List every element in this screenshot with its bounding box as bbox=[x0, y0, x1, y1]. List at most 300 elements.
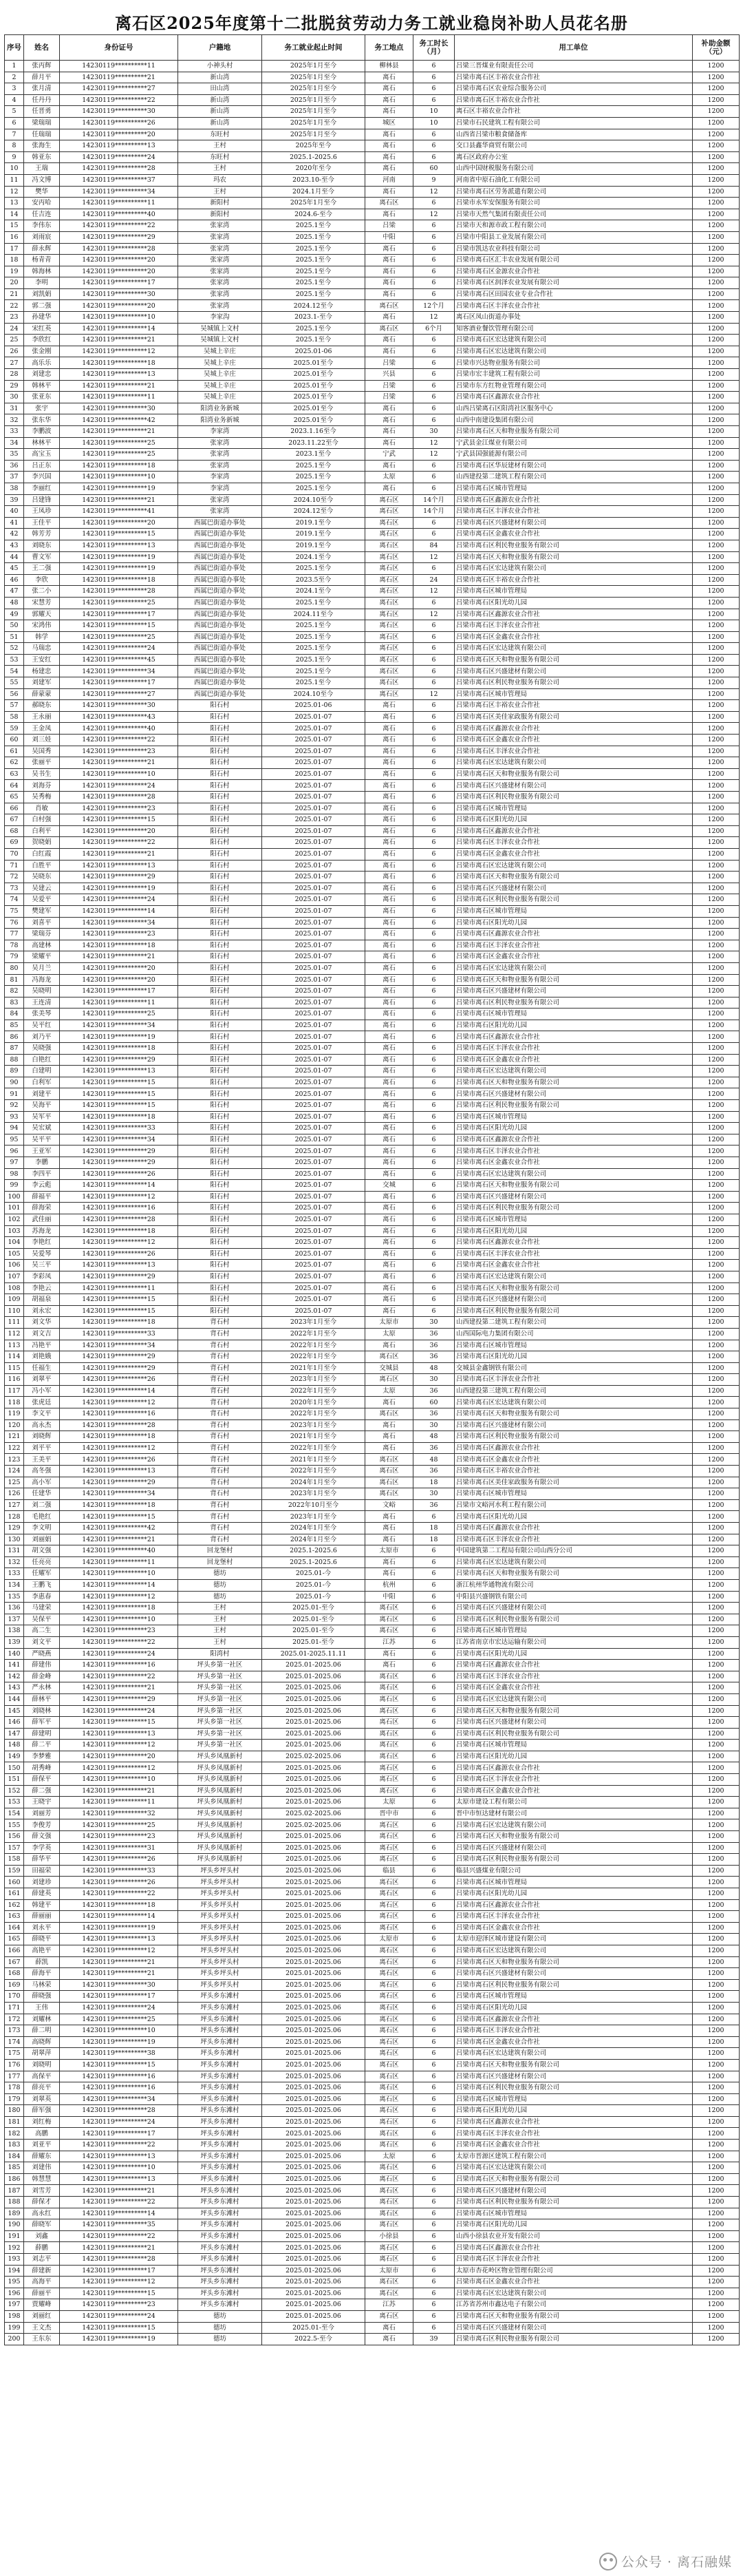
cell-household: 坪头乡东滩村 bbox=[178, 2002, 262, 2014]
cell-employer: 吕梁市离石区田园农业专业合作社 bbox=[455, 288, 693, 300]
cell-work-place: 离石区 bbox=[365, 609, 413, 620]
table-row bbox=[5, 255, 740, 266]
cell-employer: 吕梁市离石区天和物业服务有限公司 bbox=[455, 1408, 693, 1420]
table-row bbox=[5, 1877, 740, 1888]
cell-household: 坪头乡坪头村 bbox=[178, 1922, 262, 1934]
cell-subsidy: 1200 bbox=[693, 163, 740, 175]
cell-employer: 吕梁市离石区鑫源农业合作社 bbox=[455, 929, 693, 940]
cell-household: 西属巴街道办事处 bbox=[178, 677, 262, 689]
cell-index: 6 bbox=[5, 117, 24, 129]
cell-subsidy: 1200 bbox=[693, 1603, 740, 1614]
cell-subsidy: 1200 bbox=[693, 2254, 740, 2266]
cell-index: 8 bbox=[5, 140, 24, 152]
page-title: 离石区2025年度第十二批脱贫劳动力务工就业稳岗补助人员花名册 bbox=[115, 13, 628, 33]
table-row bbox=[5, 803, 740, 814]
cell-work-months: 12 bbox=[413, 449, 455, 461]
wechat-icon bbox=[599, 2553, 617, 2570]
cell-id-number: 14230119**********29 bbox=[60, 231, 178, 243]
cell-index: 118 bbox=[5, 1397, 24, 1408]
cell-index: 132 bbox=[5, 1556, 24, 1568]
cell-employer: 吕梁市离石区阳光幼儿园 bbox=[455, 597, 693, 609]
cell-household: 背石村 bbox=[178, 1466, 262, 1477]
cell-work-place: 离石 bbox=[365, 1248, 413, 1260]
cell-work-period: 2025.01-07 bbox=[262, 1088, 365, 1100]
cell-work-place: 离石区 bbox=[365, 688, 413, 700]
cell-work-place: 离石 bbox=[365, 414, 413, 426]
table-row bbox=[5, 1077, 740, 1088]
cell-work-place: 离石 bbox=[365, 209, 413, 220]
cell-name: 薛丽丽 bbox=[24, 1911, 60, 1923]
cell-id-number: 14230119**********18 bbox=[60, 1043, 178, 1055]
cell-subsidy: 1200 bbox=[693, 803, 740, 814]
cell-work-place: 离石 bbox=[365, 1260, 413, 1271]
cell-name: 刘雨宸 bbox=[24, 231, 60, 243]
cell-work-period: 2023年1月至今 bbox=[262, 1488, 365, 1500]
cell-work-period: 2025.01-今 bbox=[262, 1568, 365, 1580]
cell-work-period: 2025.01-06 bbox=[262, 700, 365, 712]
cell-work-place: 江苏 bbox=[365, 1636, 413, 1648]
cell-employer: 吕梁市离石区丰泽农业合作社 bbox=[455, 1911, 693, 1923]
cell-name: 高乐乐 bbox=[24, 357, 60, 369]
cell-name: 马林荣 bbox=[24, 1979, 60, 1991]
table-row bbox=[5, 380, 740, 392]
cell-work-place: 离石 bbox=[365, 780, 413, 792]
cell-household: 坪头乡第一社区 bbox=[178, 1660, 262, 1671]
cell-employer: 吕梁市离石区金鑫农业合作社 bbox=[455, 1785, 693, 1797]
cell-work-period: 2025.01-2025.06 bbox=[262, 1717, 365, 1729]
cell-name: 胡翠萍 bbox=[24, 2048, 60, 2060]
cell-work-place: 离石 bbox=[365, 1294, 413, 1306]
cell-subsidy: 1200 bbox=[693, 1934, 740, 1945]
cell-household: 王村 bbox=[178, 186, 262, 198]
cell-work-months: 6 bbox=[413, 1774, 455, 1786]
cell-index: 42 bbox=[5, 529, 24, 540]
cell-id-number: 14230119**********22 bbox=[60, 220, 178, 232]
table-row bbox=[5, 1922, 740, 1934]
table-row bbox=[5, 2288, 740, 2299]
cell-index: 128 bbox=[5, 1511, 24, 1523]
cell-id-number: 14230119**********30 bbox=[60, 700, 178, 712]
cell-index: 166 bbox=[5, 1945, 24, 1956]
cell-employer: 吕梁市离石区金鑫农业合作社 bbox=[455, 2036, 693, 2048]
cell-work-period: 2024年1月至今 bbox=[262, 1477, 365, 1488]
table-row bbox=[5, 1568, 740, 1580]
cell-employer: 吕梁市离石区天和物业服务有限公司 bbox=[455, 2059, 693, 2071]
cell-work-period: 2025年1月至今 bbox=[262, 61, 365, 72]
cell-subsidy: 1200 bbox=[693, 1808, 740, 1819]
cell-id-number: 14230119**********25 bbox=[60, 1819, 178, 1831]
cell-work-place: 离石区 bbox=[365, 2140, 413, 2151]
cell-household: 阳石村 bbox=[178, 1168, 262, 1180]
cell-work-months: 6 bbox=[413, 643, 455, 655]
cell-work-months: 6 bbox=[413, 597, 455, 609]
cell-employer: 宁武县国强能源有限公司 bbox=[455, 449, 693, 461]
cell-subsidy: 1200 bbox=[693, 1648, 740, 1660]
cell-work-months: 6 bbox=[413, 2071, 455, 2082]
cell-work-place: 离石 bbox=[365, 129, 413, 140]
cell-id-number: 14230119**********14 bbox=[60, 1579, 178, 1591]
cell-employer: 吕梁市离石区鑫源农业合作社 bbox=[455, 825, 693, 837]
table-row bbox=[5, 1499, 740, 1511]
cell-household: 阳石村 bbox=[178, 768, 262, 780]
cell-name: 韩慧慧 bbox=[24, 2173, 60, 2185]
cell-index: 146 bbox=[5, 1717, 24, 1729]
cell-id-number: 14230119**********19 bbox=[60, 883, 178, 894]
cell-name: 杨建忠 bbox=[24, 666, 60, 677]
cell-work-months: 48 bbox=[413, 1454, 455, 1466]
table-row bbox=[5, 1648, 740, 1660]
cell-employer: 吕梁市离石区利民物业服务有限公司 bbox=[455, 1203, 693, 1214]
cell-name: 刘建军 bbox=[24, 677, 60, 689]
cell-work-period: 2025.01-07 bbox=[262, 1168, 365, 1180]
cell-name: 张东华 bbox=[24, 414, 60, 426]
table-row bbox=[5, 1945, 740, 1956]
cell-household: 阳湾业务新城 bbox=[178, 414, 262, 426]
cell-name: 薛军平 bbox=[24, 1717, 60, 1729]
cell-household: 新阳村 bbox=[178, 198, 262, 209]
cell-index: 151 bbox=[5, 1774, 24, 1786]
cell-work-period: 2023.5至今 bbox=[262, 574, 365, 586]
cell-name: 张亚东 bbox=[24, 392, 60, 403]
table-row bbox=[5, 2025, 740, 2037]
cell-household: 吴城上辛庄 bbox=[178, 392, 262, 403]
cell-employer: 吕梁市离石区兴盛建材有限公司 bbox=[455, 2322, 693, 2334]
cell-id-number: 14230119**********14 bbox=[60, 1385, 178, 1397]
cell-work-period: 2022年1月至今 bbox=[262, 1328, 365, 1340]
cell-household: 阳石村 bbox=[178, 1203, 262, 1214]
cell-work-period: 2025.01-2025.06 bbox=[262, 2071, 365, 2082]
cell-work-period: 2025.01-至今 bbox=[262, 1625, 365, 1637]
cell-subsidy: 1200 bbox=[693, 2265, 740, 2277]
cell-work-period: 2025.1至今 bbox=[262, 220, 365, 232]
cell-employer: 吕梁市离石区阳光幼儿园 bbox=[455, 917, 693, 929]
cell-index: 100 bbox=[5, 1191, 24, 1203]
cell-id-number: 14230119**********34 bbox=[60, 2093, 178, 2105]
cell-id-number: 14230119**********20 bbox=[60, 1751, 178, 1762]
cell-work-place: 吕梁 bbox=[365, 357, 413, 369]
table-row bbox=[5, 1899, 740, 1911]
cell-subsidy: 1200 bbox=[693, 2334, 740, 2345]
cell-subsidy: 1200 bbox=[693, 426, 740, 438]
cell-household: 西属巴街道办事处 bbox=[178, 586, 262, 598]
cell-subsidy: 1200 bbox=[693, 1831, 740, 1843]
cell-work-period: 2024.10至今 bbox=[262, 688, 365, 700]
cell-work-place: 离石 bbox=[365, 1648, 413, 1660]
cell-household: 阳石村 bbox=[178, 746, 262, 757]
cell-employer: 山西建投第二建筑工程有限公司 bbox=[455, 472, 693, 483]
cell-household: 阳石村 bbox=[178, 894, 262, 906]
cell-household: 阳石村 bbox=[178, 711, 262, 723]
cell-household: 坪头乡第一社区 bbox=[178, 1682, 262, 1694]
cell-index: 22 bbox=[5, 300, 24, 312]
cell-id-number: 14230119**********16 bbox=[60, 2082, 178, 2094]
cell-index: 150 bbox=[5, 1762, 24, 1774]
cell-work-period: 2025.01-07 bbox=[262, 1180, 365, 1192]
cell-work-months: 6 bbox=[413, 2265, 455, 2277]
table-body bbox=[5, 61, 740, 2345]
cell-work-place: 离石区 bbox=[365, 2277, 413, 2288]
cell-name: 高建林 bbox=[24, 940, 60, 951]
cell-id-number: 14230119**********15 bbox=[60, 529, 178, 540]
cell-subsidy: 1200 bbox=[693, 323, 740, 335]
cell-employer: 吕梁市离石区天和物业服务有限公司 bbox=[455, 768, 693, 780]
cell-id-number: 14230119**********10 bbox=[60, 768, 178, 780]
cell-index: 194 bbox=[5, 2265, 24, 2277]
cell-name: 张金刚 bbox=[24, 346, 60, 357]
cell-subsidy: 1200 bbox=[693, 529, 740, 540]
cell-index: 172 bbox=[5, 2014, 24, 2025]
cell-work-place: 离石 bbox=[365, 872, 413, 883]
cell-id-number: 14230119**********13 bbox=[60, 2173, 178, 2185]
cell-household: 张家湾 bbox=[178, 243, 262, 255]
table-row bbox=[5, 117, 740, 129]
table-row bbox=[5, 1603, 740, 1614]
cell-work-period: 2023.10-至今 bbox=[262, 174, 365, 186]
table-row bbox=[5, 1831, 740, 1843]
cell-employer: 吕梁市离石区美佳家政服务有限公司 bbox=[455, 711, 693, 723]
cell-work-months: 6 bbox=[413, 2093, 455, 2105]
cell-index: 180 bbox=[5, 2105, 24, 2117]
cell-subsidy: 1200 bbox=[693, 1968, 740, 1980]
cell-work-months: 18 bbox=[413, 1534, 455, 1545]
cell-index: 81 bbox=[5, 974, 24, 986]
cell-index: 139 bbox=[5, 1636, 24, 1648]
cell-name: 高小军 bbox=[24, 1477, 60, 1488]
table-row bbox=[5, 1797, 740, 1808]
cell-household: 西属巴街道办事处 bbox=[178, 666, 262, 677]
cell-name: 刘建平 bbox=[24, 1088, 60, 1100]
cell-name: 刘丽红 bbox=[24, 2310, 60, 2322]
cell-work-months: 6 bbox=[413, 1237, 455, 1249]
cell-subsidy: 1200 bbox=[693, 540, 740, 551]
cell-subsidy: 1200 bbox=[693, 506, 740, 518]
table-row bbox=[5, 997, 740, 1009]
cell-name: 刘乃平 bbox=[24, 1031, 60, 1043]
cell-name: 任耀军 bbox=[24, 1568, 60, 1580]
cell-id-number: 14230119**********17 bbox=[60, 986, 178, 997]
cell-work-place: 离石区 bbox=[365, 1717, 413, 1729]
cell-employer: 交口县鑫华商贸有限公司 bbox=[455, 140, 693, 152]
cell-id-number: 14230119**********30 bbox=[60, 1979, 178, 1991]
cell-household: 坪头乡凤凰新村 bbox=[178, 1762, 262, 1774]
table-row bbox=[5, 940, 740, 951]
cell-work-place: 离石 bbox=[365, 700, 413, 712]
cell-subsidy: 1200 bbox=[693, 1877, 740, 1888]
cell-subsidy: 1200 bbox=[693, 1717, 740, 1729]
cell-household: 西属巴街道办事处 bbox=[178, 631, 262, 643]
cell-work-months: 6 bbox=[413, 620, 455, 632]
table-row bbox=[5, 1477, 740, 1488]
cell-id-number: 14230119**********24 bbox=[60, 894, 178, 906]
cell-work-place: 文峪 bbox=[365, 1499, 413, 1511]
cell-id-number: 14230119**********15 bbox=[60, 1511, 178, 1523]
cell-index: 35 bbox=[5, 449, 24, 461]
cell-name: 韩学 bbox=[24, 631, 60, 643]
cell-name: 贺晓娟 bbox=[24, 837, 60, 849]
cell-work-period: 2025.01-07 bbox=[262, 1100, 365, 1112]
cell-id-number: 14230119**********20 bbox=[60, 517, 178, 529]
cell-work-place: 太原市 bbox=[365, 1934, 413, 1945]
cell-work-months: 6 bbox=[413, 220, 455, 232]
cell-index: 92 bbox=[5, 1100, 24, 1112]
cell-id-number: 14230119**********11 bbox=[60, 1556, 178, 1568]
cell-subsidy: 1200 bbox=[693, 894, 740, 906]
cell-name: 吴海平 bbox=[24, 1100, 60, 1112]
cell-work-period: 2022年1月至今 bbox=[262, 1442, 365, 1454]
cell-work-months: 6 bbox=[413, 1819, 455, 1831]
cell-subsidy: 1200 bbox=[693, 768, 740, 780]
cell-work-place: 离石区 bbox=[365, 2014, 413, 2025]
cell-name: 毛艳红 bbox=[24, 1511, 60, 1523]
table-row bbox=[5, 1009, 740, 1020]
cell-name: 吴三平 bbox=[24, 1260, 60, 1271]
cell-employer: 吕梁市离石区城市管理局 bbox=[455, 1214, 693, 1225]
table-row bbox=[5, 1248, 740, 1260]
cell-work-months: 6 bbox=[413, 1956, 455, 1968]
cell-name: 吴宏斌 bbox=[24, 1123, 60, 1134]
cell-id-number: 14230119**********24 bbox=[60, 643, 178, 655]
cell-id-number: 14230119**********19 bbox=[60, 2334, 178, 2345]
cell-id-number: 14230119**********11 bbox=[60, 61, 178, 72]
cell-employer: 吕梁市离石区宏达建筑有限公司 bbox=[455, 1168, 693, 1180]
cell-work-period: 2025.01-2025.06 bbox=[262, 2162, 365, 2174]
cell-name: 李丽红 bbox=[24, 483, 60, 494]
cell-employer: 吕梁市离石区金鑫农业合作社 bbox=[455, 951, 693, 963]
cell-work-place: 离石 bbox=[365, 426, 413, 438]
cell-id-number: 14230119**********18 bbox=[60, 1899, 178, 1911]
cell-subsidy: 1200 bbox=[693, 1077, 740, 1088]
cell-name: 白利军 bbox=[24, 1077, 60, 1088]
cell-id-number: 14230119**********27 bbox=[60, 688, 178, 700]
cell-household: 阳石村 bbox=[178, 700, 262, 712]
cell-index: 59 bbox=[5, 723, 24, 735]
cell-household: 坪头乡东滩村 bbox=[178, 2025, 262, 2037]
cell-work-months: 6 bbox=[413, 1248, 455, 1260]
cell-index: 73 bbox=[5, 883, 24, 894]
cell-index: 105 bbox=[5, 1248, 24, 1260]
cell-subsidy: 1200 bbox=[693, 2208, 740, 2219]
cell-subsidy: 1200 bbox=[693, 1728, 740, 1740]
cell-work-months: 6 bbox=[413, 814, 455, 826]
cell-employer: 吕梁市离石区兴盛建材有限公司 bbox=[455, 517, 693, 529]
cell-name: 李欣红 bbox=[24, 335, 60, 346]
cell-id-number: 14230119**********21 bbox=[60, 1968, 178, 1980]
cell-index: 82 bbox=[5, 986, 24, 997]
cell-work-place: 晋中市 bbox=[365, 1808, 413, 1819]
cell-name: 郭耀天 bbox=[24, 609, 60, 620]
cell-work-place: 离石区 bbox=[365, 1614, 413, 1625]
table-row bbox=[5, 1968, 740, 1980]
cell-name: 李鹏 bbox=[24, 1157, 60, 1169]
cell-index: 46 bbox=[5, 574, 24, 586]
cell-employer: 吕梁市离石区金鑫农业合作社 bbox=[455, 2140, 693, 2151]
table-row bbox=[5, 2140, 740, 2151]
cell-name: 田福荣 bbox=[24, 1865, 60, 1877]
cell-work-months: 6 bbox=[413, 1831, 455, 1843]
cell-subsidy: 1200 bbox=[693, 106, 740, 118]
cell-employer: 吕梁市离石区丰泽农业合作社 bbox=[455, 620, 693, 632]
cell-work-period: 2025.01-07 bbox=[262, 940, 365, 951]
cell-work-place: 离石区 bbox=[365, 2105, 413, 2117]
cell-work-months: 6 bbox=[413, 951, 455, 963]
cell-index: 197 bbox=[5, 2299, 24, 2311]
cell-index: 159 bbox=[5, 1865, 24, 1877]
cell-id-number: 14230119**********14 bbox=[60, 323, 178, 335]
cell-index: 165 bbox=[5, 1934, 24, 1945]
cell-work-place: 离石 bbox=[365, 163, 413, 175]
cell-work-months: 6 bbox=[413, 198, 455, 209]
cell-index: 96 bbox=[5, 1146, 24, 1157]
cell-name: 冯海龙 bbox=[24, 974, 60, 986]
cell-work-place: 离石 bbox=[365, 1660, 413, 1671]
cell-name: 任丹丹 bbox=[24, 94, 60, 106]
cell-work-place: 离石区 bbox=[365, 2116, 413, 2128]
cell-employer: 河南省中原石油化工有限公司 bbox=[455, 174, 693, 186]
table-row bbox=[5, 2059, 740, 2071]
cell-work-place: 离石 bbox=[365, 997, 413, 1009]
cell-id-number: 14230119**********18 bbox=[60, 1603, 178, 1614]
cell-work-months: 6 bbox=[413, 1865, 455, 1877]
cell-subsidy: 1200 bbox=[693, 1911, 740, 1923]
cell-subsidy: 1200 bbox=[693, 1111, 740, 1123]
cell-work-place: 离石区 bbox=[365, 2208, 413, 2219]
cell-work-months: 30 bbox=[413, 1317, 455, 1329]
cell-name: 张海生 bbox=[24, 140, 60, 152]
cell-id-number: 14230119**********21 bbox=[60, 757, 178, 769]
cell-index: 112 bbox=[5, 1328, 24, 1340]
cell-work-place: 离石 bbox=[365, 917, 413, 929]
cell-work-place: 离石 bbox=[365, 277, 413, 289]
cell-name: 任福生 bbox=[24, 1362, 60, 1374]
cell-id-number: 14230119**********10 bbox=[60, 2162, 178, 2174]
table-row bbox=[5, 1956, 740, 1968]
cell-name: 樊华 bbox=[24, 186, 60, 198]
cell-work-place: 离石 bbox=[365, 905, 413, 917]
cell-work-period: 2025.01-今 bbox=[262, 1579, 365, 1591]
cell-work-months: 30 bbox=[413, 1374, 455, 1386]
cell-household: 阳石村 bbox=[178, 1294, 262, 1306]
cell-work-period: 2019.1至今 bbox=[262, 529, 365, 540]
cell-subsidy: 1200 bbox=[693, 198, 740, 209]
cell-work-period: 2025.01-2025.06 bbox=[262, 2197, 365, 2208]
cell-work-period: 2022.5-至今 bbox=[262, 2334, 365, 2345]
cell-work-period: 2025.01-07 bbox=[262, 872, 365, 883]
cell-id-number: 14230119**********21 bbox=[60, 848, 178, 860]
cell-employer: 太原市建设工程有限公司 bbox=[455, 1797, 693, 1808]
cell-household: 西属巴街道办事处 bbox=[178, 609, 262, 620]
cell-work-period: 2025.1至今 bbox=[262, 460, 365, 472]
cell-name: 林林平 bbox=[24, 437, 60, 449]
table-row bbox=[5, 905, 740, 917]
cell-subsidy: 1200 bbox=[693, 1248, 740, 1260]
cell-id-number: 14230119**********13 bbox=[60, 1260, 178, 1271]
cell-work-months: 18 bbox=[413, 1523, 455, 1534]
table-row bbox=[5, 563, 740, 575]
cell-subsidy: 1200 bbox=[693, 357, 740, 369]
cell-index: 68 bbox=[5, 825, 24, 837]
table-row bbox=[5, 2197, 740, 2208]
cell-work-months: 6 bbox=[413, 1031, 455, 1043]
cell-work-period: 2025.01-07 bbox=[262, 1294, 365, 1306]
cell-work-months: 6 bbox=[413, 1146, 455, 1157]
table-row bbox=[5, 1636, 740, 1648]
cell-household: 坪头乡东滩村 bbox=[178, 2288, 262, 2299]
cell-name: 刘翠英 bbox=[24, 2093, 60, 2105]
cell-work-period: 2025.01-2025.06 bbox=[262, 2242, 365, 2254]
cell-work-period: 2025年至今 bbox=[262, 140, 365, 152]
cell-employer: 吕梁市离石区丰泽农业合作社 bbox=[455, 940, 693, 951]
cell-name: 薛军强 bbox=[24, 2105, 60, 2117]
